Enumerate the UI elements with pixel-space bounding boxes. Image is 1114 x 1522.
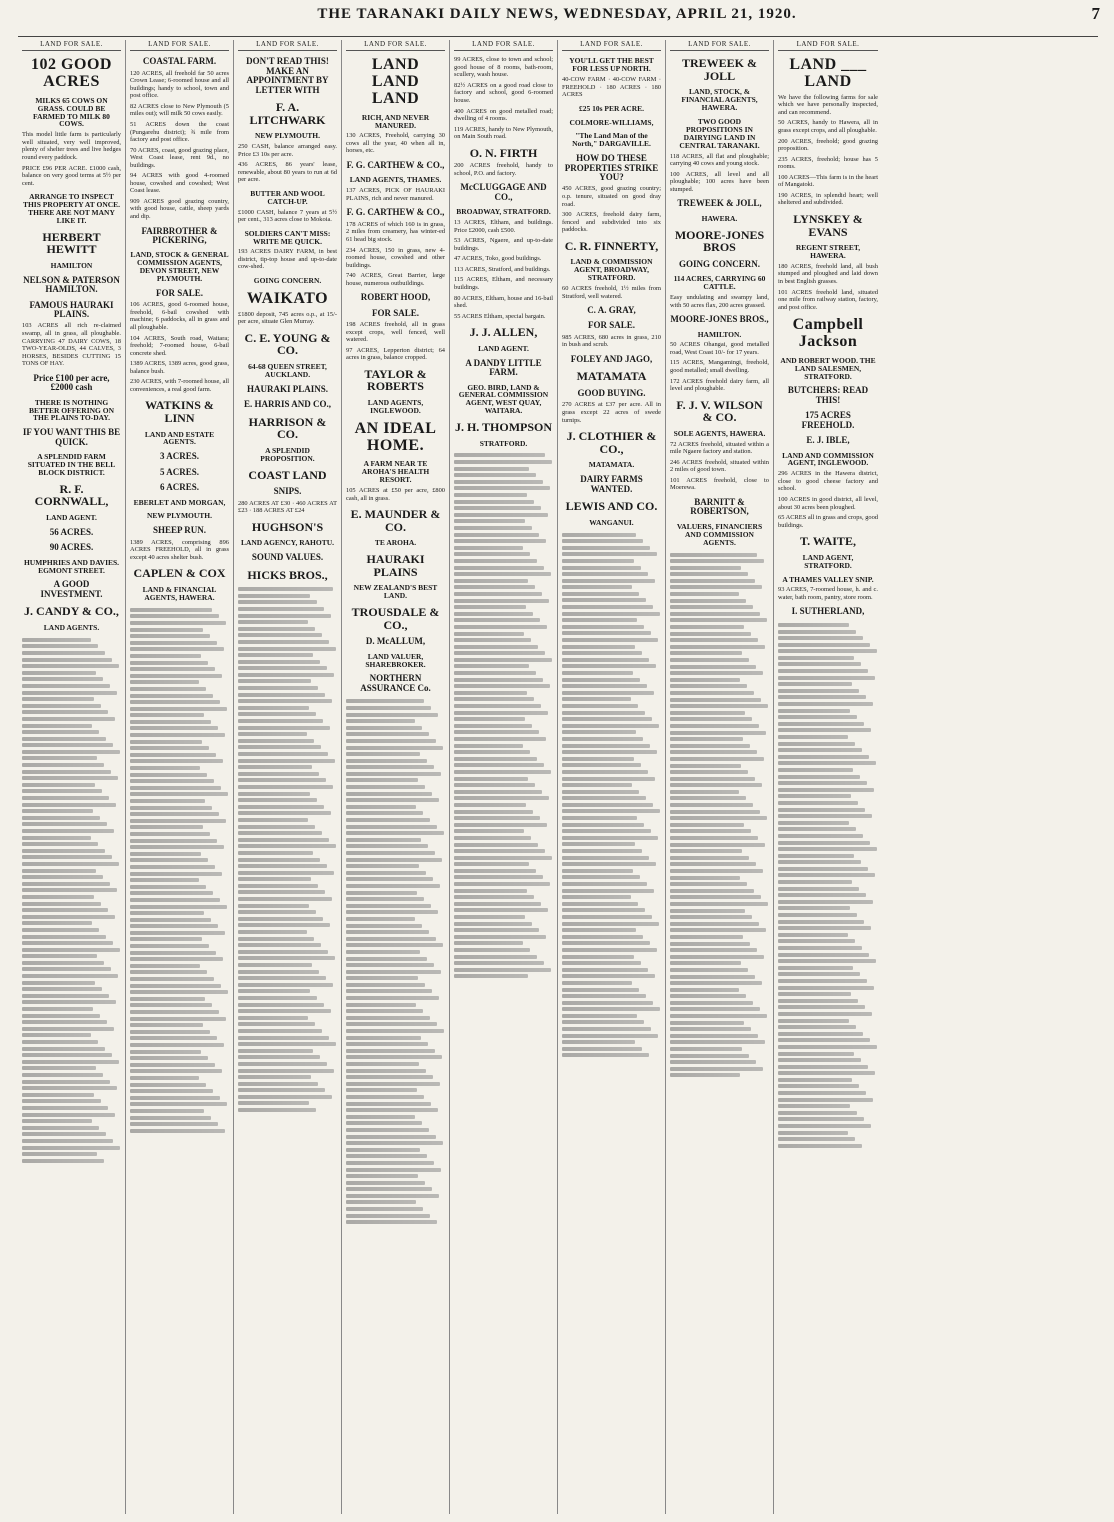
- ad-heading: A GOOD INVESTMENT.: [40, 579, 103, 599]
- ad-body-text: 300 ACRES, freehold dairy farm, fenced and subdivided into six paddocks.: [562, 211, 661, 234]
- ad-heading: IF YOU WANT THIS BE QUICK.: [22, 427, 121, 447]
- ad-heading: 3 ACRES.: [159, 451, 199, 462]
- ad-heading: LAND ___ LAND: [789, 56, 867, 91]
- ad-body-text: 234 ACRES, 150 in grass, new 4-roomed house, cowshed and other buildings.: [346, 246, 445, 269]
- ad-heading: FOLEY AND JAGO,: [570, 354, 653, 365]
- ad-body-text: 47 ACRES, Toko, good buildings.: [454, 255, 542, 263]
- ad-heading: 175 ACRES FREEHOLD.: [801, 410, 855, 430]
- ad-heading: WANGANUI.: [589, 517, 634, 527]
- ad-body-text: 985 ACRES, 680 acres in grass, 210 in bush and scrub.: [562, 333, 661, 349]
- ad-body-text: 235 ACRES, freehold; house has 5 rooms.: [778, 155, 878, 171]
- ad-body-text: 101 ACRES freehold, close to Moerewa.: [670, 476, 769, 492]
- ad-heading: GOING CONCERN.: [253, 276, 322, 286]
- ad-body-text: 13 ACRES, Eltham, and buildings. Price £2000, cash £500.: [454, 219, 553, 234]
- ad-heading: HAMILTON: [50, 260, 93, 270]
- column-header: LAND FOR SALE.: [238, 40, 337, 51]
- ad-heading: F. J. V. WILSON & CO.: [676, 397, 763, 425]
- ad-heading: COASTAL FARM.: [142, 56, 217, 67]
- ad-heading: LAND LAND LAND: [371, 56, 420, 107]
- ad-heading: FAMOUS HAURAKI PLAINS.: [29, 299, 114, 320]
- ad-heading: LAND AGENTS, THAMES.: [349, 175, 442, 185]
- ad-heading: RICH, AND NEVER MANURED.: [361, 112, 430, 130]
- ad-body-text: 100 ACRES in good district, all level, about 30 acres been ploughed.: [778, 495, 878, 511]
- ad-body-text: 1389 ACRES, comprising 896 ACRES FREEHOLD, all in grass except 40 acres shelter bush.: [130, 538, 229, 561]
- ad-heading: THERE IS NOTHING BETTER OFFERING ON THE PLAINS TO-DAY.: [28, 397, 114, 423]
- ad-heading: C. R. FINNERTY,: [564, 238, 659, 253]
- ad-body-text: £1800 deposit, 745 acres o.p., at 15/-per acre, situate Glen Murray.: [238, 310, 337, 326]
- ad-body-text: 296 ACRES in the Hawera district, close to good cheese factory and school.: [778, 470, 878, 493]
- masthead: [0, 0, 1114, 34]
- ad-body-text: 94 ACRES with good 4-roomed house, cowshed and cowshed; West Coast lease.: [130, 172, 229, 195]
- ad-heading: 56 ACRES.: [49, 526, 94, 537]
- ad-heading: LAND, STOCK, & FINANCIAL AGENTS, HAWERA.: [681, 87, 758, 113]
- ad-body-text: 250 CASH, balance arranged easy. Price £3 10s per acre.: [238, 143, 337, 158]
- ad-heading: WAIKATO: [246, 289, 329, 307]
- ad-heading: TAYLOR & ROBERTS: [364, 366, 427, 394]
- ad-heading: FAIRBROTHER & PICKERING,: [141, 225, 218, 245]
- ad-body-text: 65 ACRES all in grass and crops, good buildings.: [778, 514, 878, 529]
- newspaper-title: THE TARANAKI DAILY NEWS, WEDNESDAY, APRIL 21, 1920.: [317, 6, 797, 22]
- ad-body-text: 120 ACRES, all freehold far 50 acres Crown Lease; 6-roomed house and all buildings; handy to school, town and post office.: [130, 69, 229, 100]
- ad-heading: GOING CONCERN.: [678, 258, 760, 269]
- ad-heading: HAURAKI PLAINS.: [246, 383, 328, 394]
- ad-heading: 5 ACRES.: [159, 466, 199, 477]
- ad-heading: VALUERS, FINANCIERS AND COMMISSION AGENTS.: [676, 521, 763, 547]
- ad-body-text: 909 ACRES good grazing country, with good house, cattle, sheep yards and dip.: [130, 197, 229, 220]
- ad-heading: GEO. BIRD, LAND & GENERAL COMMISSION AGENT, WEST QUAY, WAITARA.: [458, 382, 549, 416]
- column-3: [234, 40, 342, 1514]
- ad-heading: FOR SALE.: [155, 287, 203, 298]
- ad-heading: E. HARRIS AND CO.,: [243, 399, 331, 410]
- ad-body-text: 50 ACRES, handy to Hawera, all in grass except crops, and all ploughable.: [778, 119, 878, 135]
- ad-heading: SOUND VALUES.: [251, 552, 324, 563]
- ad-body-text: 180 ACRES, freehold land, all bush stumped and ploughed and laid down in best English grasses.: [778, 262, 878, 285]
- ad-body-text: 105 ACRES at £50 per acre, £800 cash, all in grass.: [346, 487, 445, 502]
- ad-body-text: 100 ACRES, all level and all ploughable; 100 acres have been stumped.: [670, 170, 769, 193]
- ad-heading: EBERLET AND MORGAN,: [133, 497, 226, 507]
- ad-heading: A DANDY LITTLE FARM.: [465, 357, 542, 378]
- ad-heading: DON'T READ THIS! MAKE AN APPOINTMENT BY LETTER WITH: [246, 56, 329, 95]
- ad-heading: HERBERT HEWITT: [42, 229, 101, 257]
- ad-heading: MOORE-JONES BROS: [674, 227, 765, 255]
- ad-body-text: 103 ACRES all rich re-claimed swamp, all in grass, all ploughable. CARRYING 47 DAIRY COWS, 18 TWO-YEAR-OLDS, 44 CALVES, 3 HORSES, BESIDES CUTTING 15 TONS OF HAY.: [22, 322, 121, 368]
- ad-heading: NEW PLYMOUTH.: [146, 511, 212, 521]
- ad-heading: 64-68 QUEEN STREET, AUCKLAND.: [248, 361, 327, 379]
- ad-heading: LAND AGENT.: [46, 512, 97, 522]
- ad-body-text: 178 ACRES of which 160 is in grass, 2 miles from creamery, has winter-ed 61 head big stock.: [346, 220, 445, 243]
- ad-heading: R. F. CORNWALL,: [34, 481, 109, 509]
- column-header: LAND FOR SALE.: [562, 40, 661, 51]
- ad-body-text: 198 ACRES freehold, all in grass except crops, well fenced, well watered.: [346, 321, 445, 344]
- ad-heading: HARRISON & CO.: [248, 414, 327, 442]
- ad-heading: STRATFORD.: [479, 438, 528, 448]
- ad-heading: McCLUGGAGE AND CO.,: [460, 182, 547, 202]
- fine-print-filler: [22, 638, 121, 1163]
- ad-body-text: 101 ACRES freehold land, situated one mile from railway station, factory, and post office.: [778, 288, 878, 311]
- ad-heading: FOR SALE.: [587, 320, 635, 331]
- ad-heading: TREWEEK & JOLL: [681, 56, 757, 83]
- ad-heading: A SPLENDID PROPOSITION.: [260, 445, 315, 463]
- ad-body-text: 104 ACRES, South road, Waitara; freehold; 7-roomed house, 6-bail concrete shed.: [130, 334, 229, 357]
- ad-heading: A THAMES VALLEY SNIP.: [782, 574, 874, 584]
- ad-heading: MATAMATA: [576, 369, 647, 384]
- ad-body-text: 400 ACRES on good metalled road; dwelling of 4 rooms.: [454, 107, 553, 123]
- ad-heading: SOLE AGENTS, HAWERA.: [673, 428, 766, 438]
- ad-body-text: Easy undulating and swampy land, with 50 acres flax, 200 acres grassed.: [670, 293, 769, 309]
- ad-heading: SOLDIERS CAN'T MISS: WRITE ME QUICK.: [244, 228, 331, 246]
- ad-heading: HUMPHRIES AND DAVIES. EGMONT STREET.: [23, 557, 120, 575]
- ad-heading: HAMILTON.: [697, 329, 742, 339]
- ad-heading: 6 ACRES.: [159, 482, 199, 493]
- ad-heading: ROBERT HOOD,: [360, 292, 431, 303]
- ad-heading: A FARM NEAR TE AROHA'S HEALTH RESORT.: [361, 459, 430, 485]
- ad-heading: BROADWAY, STRATFORD.: [456, 207, 551, 217]
- ad-heading: Campbell Jackson: [792, 316, 864, 350]
- ad-heading: MATAMATA.: [588, 460, 635, 470]
- ad-body-text: 53 ACRES, Ngaere, and up-to-date buildings.: [454, 237, 553, 252]
- ad-heading: A SPLENDID FARM SITUATED IN THE BELL BLOCK DISTRICT.: [27, 452, 116, 477]
- ad-heading: E. J. IBLE,: [806, 435, 850, 446]
- ad-heading: LAND VALUER, SHAREBROKER.: [365, 651, 426, 669]
- ad-heading: REGENT STREET, HAWERA.: [795, 243, 861, 261]
- column-1: [18, 40, 126, 1514]
- ad-heading: MILKS 65 COWS ON GRASS. COULD BE FARMED TO MILK 80 COWS.: [33, 95, 110, 129]
- ad-heading: E. MAUNDER & CO.: [350, 507, 441, 534]
- ad-heading: O. N. FIRTH: [469, 145, 538, 160]
- ad-heading: I. SUTHERLAND,: [791, 606, 865, 617]
- column-5: [450, 40, 558, 1514]
- ad-heading: TREWEEK & JOLL,: [677, 198, 762, 209]
- ad-heading: LAND AGENT, STRATFORD.: [802, 552, 854, 570]
- column-6: [558, 40, 666, 1514]
- ad-heading: NEW ZEALAND'S BEST LAND.: [353, 583, 438, 601]
- ad-body-text: 200 ACRES freehold, handy to school, P.O. and factory.: [454, 162, 553, 177]
- ad-body-text: 93 ACRES, 7-roomed house, h. and c. water, bath room, pantry, store room.: [778, 586, 878, 601]
- column-header: LAND FOR SALE.: [778, 40, 878, 51]
- page-number: 7: [1091, 4, 1100, 23]
- ad-heading: CAPLEN & COX: [133, 566, 226, 581]
- column-8: [774, 40, 882, 1514]
- ad-heading: BUTTER AND WOOL CATCH-UP.: [250, 188, 325, 206]
- ad-body-text: £1000 CASH, balance 7 years at 5½ per cent., 313 acres close to Mokoia.: [238, 208, 337, 224]
- ad-body-text: 100 ACRES—This farm is in the heart of Mangatoki.: [778, 173, 878, 189]
- ad-body-text: 137 ACRES, PICK OF HAURAKI PLAINS, rich and never manured.: [346, 187, 445, 202]
- fine-print-filler: [778, 623, 878, 1148]
- ad-body-text: 190 ACRES, in splendid heart; well sheltered and subdivided.: [778, 191, 878, 207]
- ad-heading: NORTHERN ASSURANCE Co.: [360, 673, 431, 693]
- ad-heading: HAURAKI PLAINS: [366, 552, 425, 579]
- ad-heading: WATKINS & LINN: [145, 398, 214, 425]
- ad-heading: £25 10s PER ACRE.: [578, 103, 644, 113]
- ad-heading: TROUSDALE & CO.,: [351, 605, 440, 632]
- ad-heading: HUGHSON'S: [251, 519, 324, 534]
- ad-heading: LAND AND ESTATE AGENTS.: [144, 429, 215, 447]
- ad-heading: J. J. ALLEN,: [469, 325, 538, 340]
- ad-heading: LEWIS AND CO.: [565, 499, 658, 514]
- ad-body-text: 97 ACRES, Lepperton district; 64 acres in grass, balance cropped.: [346, 346, 445, 362]
- ad-heading: MOORE-JONES BROS.,: [670, 314, 769, 325]
- ad-body-text: 193 ACRES DAIRY FARM, in best district, tip-top house and up-to-date cow-shed.: [238, 248, 337, 271]
- ad-body-text: This model little farm is particularly well situated, very well improved, plenty of shelter trees and live hedges round every paddock.: [22, 131, 121, 161]
- ad-heading: C. A. GRAY,: [587, 305, 636, 316]
- ad-body-text: 70 ACRES, coast, good grazing place, West Coast lease, rent 9d., no buildings.: [130, 146, 229, 169]
- ad-heading: COAST LAND: [248, 467, 327, 482]
- fine-print-filler: [238, 587, 337, 1112]
- ad-body-text: 51 ACRES down the coast (Pungarehu district); ¾ mile from factory and post office.: [130, 120, 229, 144]
- ad-heading: J. CANDY & CO.,: [24, 604, 119, 619]
- ad-heading: ARRANGE TO INSPECT THIS PROPERTY AT ONCE. THERE ARE NOT MANY LIKE IT.: [22, 192, 121, 225]
- ad-heading: T. WAITE,: [800, 534, 856, 549]
- ad-heading: TE AROHA.: [374, 538, 417, 548]
- ad-body-text: 115 ACRES, Mangamingi, freehold, good metalled; small dwelling.: [670, 359, 769, 375]
- ad-heading: LYNSKEY & EVANS: [793, 211, 863, 239]
- ad-heading: FOR SALE.: [371, 307, 419, 318]
- masthead-rule: [18, 36, 1098, 37]
- ad-heading: YOU'LL GET THE BEST FOR LESS UP NORTH.: [569, 56, 654, 74]
- ad-heading: AN IDEAL HOME.: [354, 419, 437, 454]
- ad-heading: D. McALLUM,: [365, 636, 426, 647]
- fine-print-filler: [562, 533, 661, 1058]
- ad-body-text: We have the following farms for sale which we have personally inspected, and can recommend.: [778, 93, 878, 116]
- ad-heading: TWO GOOD PROPOSITIONS IN DAIRYING LAND IN CENTRAL TARANAKI.: [679, 117, 760, 150]
- fine-print-filler: [130, 608, 229, 1133]
- ad-heading: HOW DO THESE PROPERTIES STRIKE YOU?: [564, 153, 659, 183]
- column-2: [126, 40, 234, 1514]
- ad-heading: 90 ACRES.: [49, 542, 94, 553]
- ad-heading: C. E. YOUNG & CO.: [244, 330, 331, 358]
- ad-body-text: 280 ACRES AT £30 · 460 ACRES AT £23 · 188 ACRES AT £24: [238, 499, 337, 515]
- ad-heading: F. G. CARTHEW & CO.,: [346, 160, 445, 171]
- ad-heading: F. A. LITCHWARK: [249, 100, 326, 127]
- ad-body-text: 60 ACRES freehold, 1½ miles from Stratford, well watered.: [562, 284, 661, 300]
- ad-body-text: 82½ ACRES on a good road close to factory and school, good 6-roomed house.: [454, 81, 553, 104]
- column-4: [342, 40, 450, 1514]
- ad-heading: GOOD BUYING.: [577, 388, 646, 399]
- ad-body-text: 230 ACRES, with 7-roomed house, all conveniences, a real good farm.: [130, 378, 229, 393]
- ad-body-text: 436 ACRES, 86 years' lease, renewable, about 80 years to run at 6d per acre.: [238, 161, 337, 184]
- ad-heading: AND ROBERT WOOD. THE LAND SALESMEN, STRATFORD.: [780, 355, 876, 381]
- ad-body-text: 450 ACRES, good grazing country; o.p. tenure, situated on good dray road.: [562, 185, 661, 208]
- ad-heading: NEW PLYMOUTH.: [254, 131, 320, 141]
- column-header: LAND FOR SALE.: [22, 40, 121, 51]
- ad-heading: LAND AGENCY, RAHOTU.: [240, 538, 335, 548]
- ad-body-text: 82 ACRES close to New Plymouth (5 miles out); will milk 50 cows easily.: [130, 102, 229, 118]
- ad-heading: HAWERA.: [701, 213, 738, 223]
- ad-body-text: 118 ACRES, all flat and ploughable; carrying 40 cows and young stock.: [670, 152, 769, 168]
- ad-heading: LAND AGENTS, INGLEWOOD.: [367, 398, 424, 415]
- column-header: LAND FOR SALE.: [454, 40, 553, 51]
- ad-heading: LAND AGENTS.: [43, 622, 100, 632]
- ad-body-text: 740 ACRES, Great Barrier, large house, numerous outbuildings.: [346, 272, 445, 287]
- ad-body-text: 130 ACRES, Freehold, carrying 30 cows all the year, 40 when all in, horses, etc.: [346, 132, 445, 155]
- ad-body-text: 115 ACRES, Eltham, and necessary buildings.: [454, 276, 553, 291]
- ad-body-text: 270 ACRES at £37 per acre. All in grass except 22 acres of swede turnips.: [562, 401, 661, 424]
- ad-body-text: 99 ACRES, close to town and school; good house of 8 rooms, bath-room, scullery, wash house.: [454, 56, 553, 79]
- ad-body-text: 113 ACRES, Stratford, and buildings.: [454, 265, 551, 273]
- ad-heading: LAND, STOCK & GENERAL COMMISSION AGENTS, DEVON STREET, NEW PLYMOUTH.: [130, 250, 229, 284]
- ad-body-text: 50 ACRES Ohangai, good metalled road, West Coast 10/- for 17 years.: [670, 341, 769, 356]
- ad-body-text: 40-COW FARM · 40-COW FARM · FREEHOLD · 180 ACRES · 180 ACRES: [562, 76, 661, 99]
- ad-heading: COLMORE-WILLIAMS,: [569, 117, 654, 127]
- ad-body-text: 172 ACRES freehold dairy farm, all level and ploughable.: [670, 377, 769, 393]
- ad-heading: J. H. THOMPSON: [454, 420, 553, 435]
- classified-columns: [18, 40, 1098, 1514]
- ad-body-text: 55 ACRES Eltham, special bargain.: [454, 312, 546, 320]
- ad-heading: 102 GOOD ACRES: [31, 56, 112, 91]
- ad-heading: SNIPS.: [273, 486, 302, 497]
- ad-body-text: 246 ACRES freehold, situated within 2 miles of good town.: [670, 458, 769, 474]
- fine-print-filler: [454, 453, 553, 978]
- column-header: LAND FOR SALE.: [346, 40, 445, 51]
- column-7: [666, 40, 774, 1514]
- ad-body-text: 80 ACRES, Eltham, house and 16-bail shed.: [454, 294, 553, 310]
- fine-print-filler: [346, 699, 445, 1224]
- ad-heading: LAND AND COMMISSION AGENT, INGLEWOOD.: [782, 450, 874, 468]
- ad-body-text: 106 ACRES, good 6-roomed house, freehold, 6-bail cowshed with machine; 6 paddocks, all in grass and all ploughable.: [130, 301, 229, 331]
- ad-body-text: PRICE £96 PER ACRE. £1000 cash, balance on very good terms at 5½ per cent.: [22, 164, 121, 187]
- ad-heading: "The Land Man of the North," DARGAVILLE.: [572, 131, 651, 149]
- ad-body-text: 72 ACRES freehold, situated within a mile Ngaere factory and station.: [670, 440, 769, 456]
- fine-print-filler: [670, 553, 769, 1078]
- ad-heading: LAND & FINANCIAL AGENTS, HAWERA.: [142, 585, 217, 602]
- ad-heading: Price £100 per acre, £2000 cash: [33, 372, 110, 393]
- ad-heading: HICKS BROS.,: [247, 567, 328, 582]
- ad-heading: BARNITT & ROBERTSON,: [690, 497, 749, 517]
- ad-heading: LAND & COMMISSION AGENT, BROADWAY, STRATFORD.: [570, 257, 653, 283]
- ad-heading: LAND AGENT.: [478, 343, 529, 353]
- ad-body-text: 119 ACRES, handy to New Plymouth, on Main South road.: [454, 125, 553, 141]
- ad-heading: DAIRY FARMS WANTED.: [580, 474, 643, 494]
- column-header: LAND FOR SALE.: [670, 40, 769, 51]
- ad-heading: BUTCHERS: READ THIS!: [787, 385, 869, 405]
- ad-body-text: 1389 ACRES, 1389 acres, good grass, balance bush.: [130, 360, 229, 375]
- ad-heading: NELSON & PATERSON HAMILTON.: [23, 274, 120, 295]
- ad-heading: 114 ACRES, CARRYING 60 CATTLE.: [673, 274, 766, 292]
- ad-heading: J. CLOTHIER & CO.,: [566, 429, 657, 456]
- ad-heading: SHEEP RUN.: [152, 525, 206, 536]
- ad-heading: F. G. CARTHEW & CO.,: [346, 207, 445, 218]
- ad-body-text: 200 ACRES, freehold; good grazing proposition.: [778, 137, 878, 153]
- column-header: LAND FOR SALE.: [130, 40, 229, 51]
